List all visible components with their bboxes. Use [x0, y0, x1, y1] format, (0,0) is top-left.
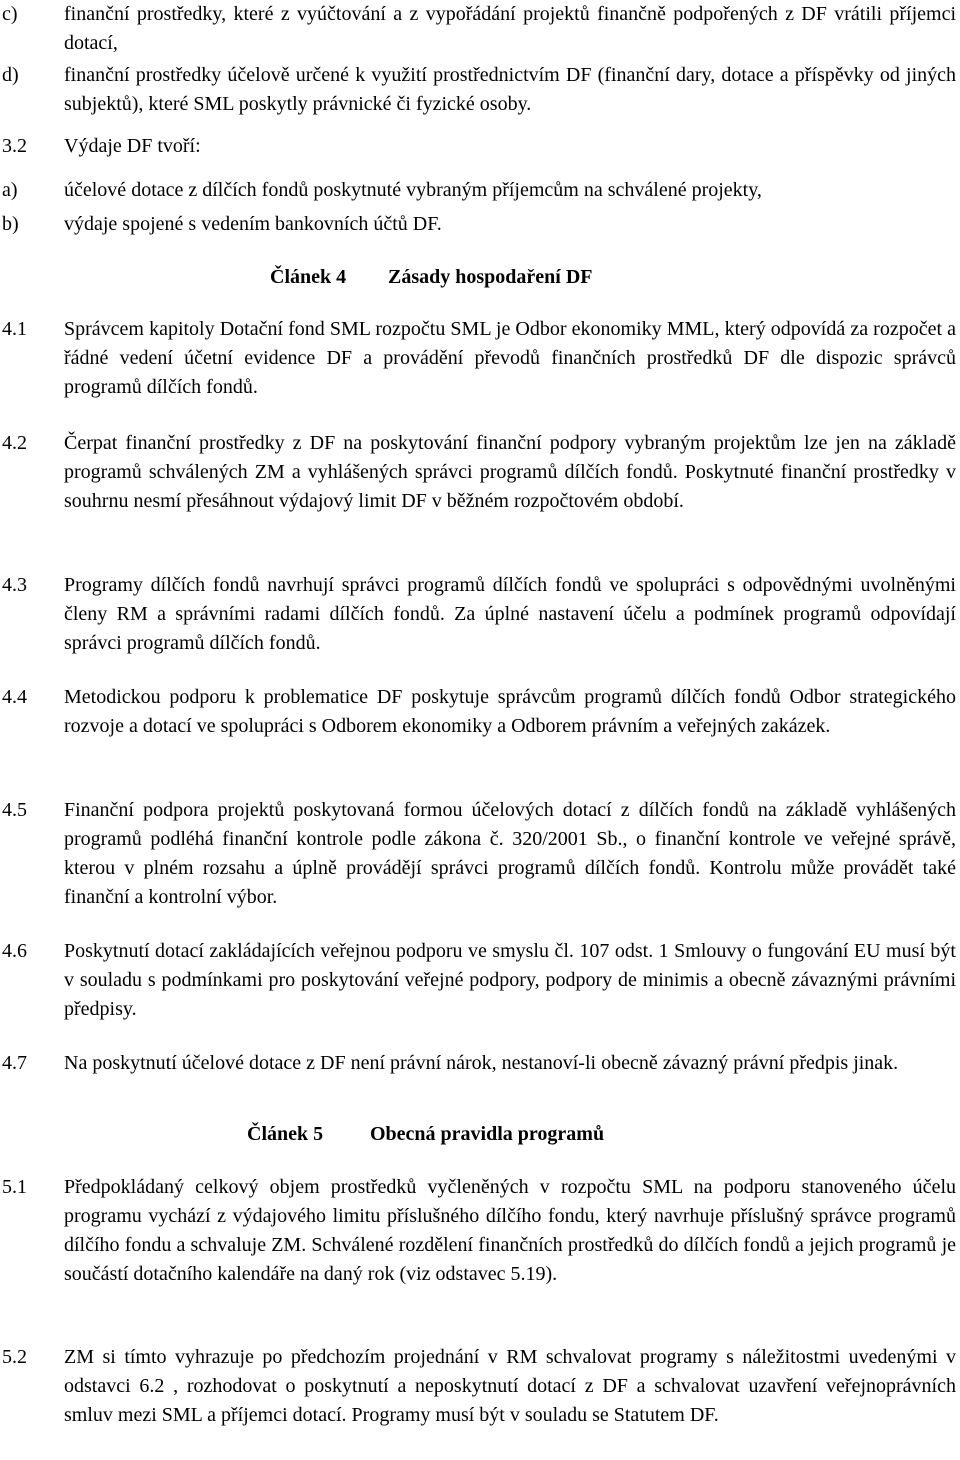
- list-item-text: účelové dotace z dílčích fondů poskytnuté vybraným příjemcům na schválené projekty,: [64, 179, 762, 201]
- section-number: 4.5: [2, 799, 27, 821]
- section-text: Finanční podpora projektů poskytovaná formou účelových dotací z dílčích fondů na základě vyhlášených programů podléhá finanční kontrole podle zákona č. 320/2001 Sb., o finanční kontrole ve veřejné správě, kterou v plném rozsahu a úplně provádějí správci programů dílčích fondů. Kontrolu může provádět také finanční a kontrolní výbor.: [64, 799, 956, 908]
- section-text: Na poskytnutí účelové dotace z DF není právní nárok, nestanoví-li obecně závazný právní předpis jinak.: [64, 1052, 899, 1074]
- section-number: 5.1: [2, 1176, 27, 1198]
- section-number: 4.1: [2, 318, 27, 340]
- section-text: Výdaje DF tvoří:: [64, 135, 201, 157]
- section-number: 3.2: [2, 135, 27, 157]
- section-text: ZM si tímto vyhrazuje po předchozím projednání v RM schvalovat programy s náležitostmi uvedenými v odstavci 6.2 , rozhodovat o poskytnutí a neposkytnutí dotací z DF a schvalovat uzavření veřejnoprávních smluv mezi SML a příjemci dotací. Programy musí být v souladu se Statutem DF.: [64, 1346, 956, 1426]
- list-marker: c): [2, 3, 18, 25]
- section-text: Programy dílčích fondů navrhují správci programů dílčích fondů ve spolupráci s odpovědnými uvolněnými členy RM a správními radami dílčích fondů. Za úplné nastavení účelu a podmínek programů odpovídají správci programů dílčích fondů.: [64, 574, 956, 654]
- list-marker: d): [2, 64, 19, 86]
- section-text: Správcem kapitoly Dotační fond SML rozpočtu SML je Odbor ekonomiky MML, který odpovídá za rozpočet a řádné vedení účetní evidence DF a provádění převodů finančních prostředků DF dle dispozic správců programů dílčích fondů.: [64, 318, 956, 398]
- section-text: Předpokládaný celkový objem prostředků vyčleněných v rozpočtu SML na podporu stanoveného účelu programu vychází z výdajového limitu příslušného dílčího fondu, který navrhuje příslušný správce programů dílčího fondu a schvaluje ZM. Schválené rozdělení finančních prostředků do dílčích fondů a jejich programů je součástí dotačního kalendáře na daný rok (viz odstavec 5.19).: [64, 1176, 956, 1285]
- section-text: Metodickou podporu k problematice DF poskytuje správcům programů dílčích fondů Odbor strategického rozvoje a dotací ve spolupráci s Odborem ekonomiky a Odborem právním a veřejných zakázek.: [64, 686, 956, 737]
- list-marker: a): [2, 179, 18, 201]
- list-item-text: finanční prostředky účelově určené k využití prostřednictvím DF (finanční dary, dotace a příspěvky od jiných subjektů), které SML poskytly právnické či fyzické osoby.: [64, 64, 956, 115]
- section-number: 4.4: [2, 686, 27, 708]
- section-number: 4.2: [2, 432, 27, 454]
- section-number: 4.6: [2, 940, 27, 962]
- section-text: Poskytnutí dotací zakládajících veřejnou podporu ve smyslu čl. 107 odst. 1 Smlouvy o fungování EU musí být v souladu s podmínkami pro poskytování veřejné podpory, podpory de minimis a obecně závaznými právními předpisy.: [64, 940, 956, 1020]
- section-number: 4.3: [2, 574, 27, 596]
- section-text: Čerpat finanční prostředky z DF na poskytování finanční podpory vybraným projektům lze jen na základě programů schválených ZM a vyhlášených správci programů dílčích fondů. Poskytnuté finanční prostředky v souhrnu nesmí přesáhnout výdajový limit DF v běžném rozpočtovém období.: [64, 432, 956, 512]
- article-title: Zásady hospodaření DF: [388, 266, 593, 288]
- article-number: Článek 5: [247, 1123, 324, 1145]
- section-number: 5.2: [2, 1346, 27, 1368]
- article-number: Článek 4: [270, 266, 347, 288]
- section-number: 4.7: [2, 1052, 27, 1074]
- list-marker: b): [2, 213, 19, 235]
- article-title: Obecná pravidla programů: [370, 1123, 605, 1145]
- list-item-text: finanční prostředky, které z vyúčtování a z vypořádání projektů finančně podpořených z DF vrátili příjemci dotací,: [64, 3, 956, 54]
- list-item-text: výdaje spojené s vedením bankovních účtů DF.: [64, 213, 442, 235]
